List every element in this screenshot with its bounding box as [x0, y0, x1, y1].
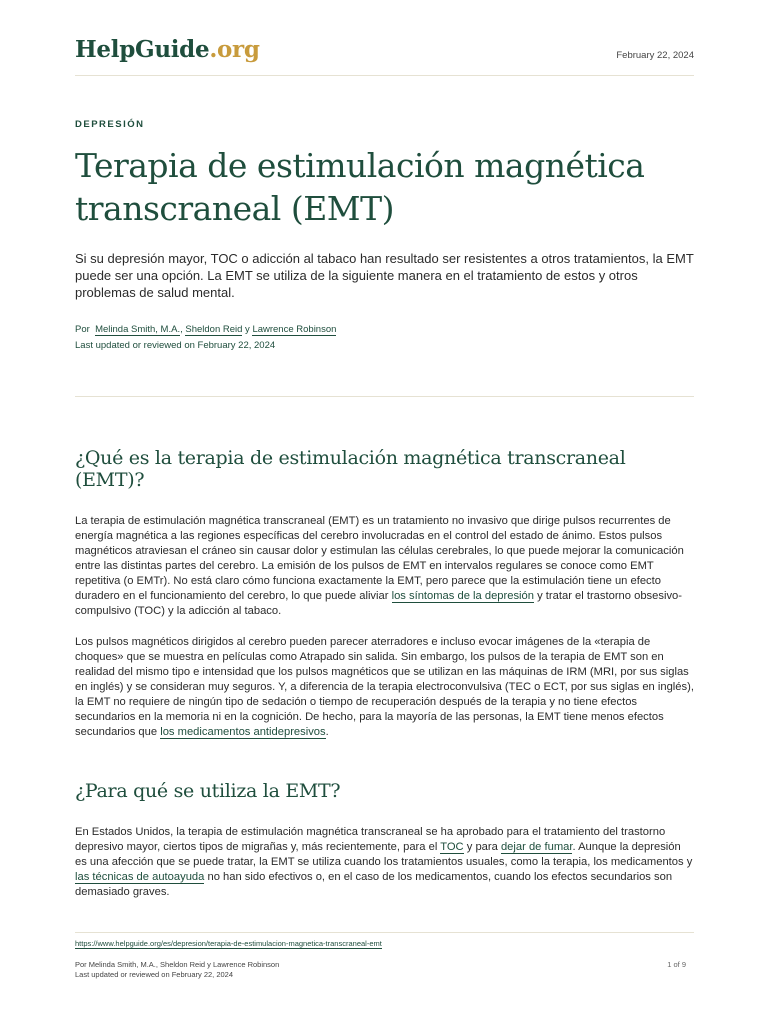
section-heading-uses-of-emt: ¿Para qué se utiliza la EMT? [75, 780, 341, 802]
paragraph-what-is-emt-2 [75, 635, 694, 740]
paragraph-what-is-emt-1 [75, 514, 694, 619]
author-link-lawrence-robinson[interactable]: Lawrence Robinson [252, 324, 337, 335]
paragraph-text: y para [466, 841, 498, 853]
footer-url-link[interactable]: https://www.helpguide.org/es/depresion/terapia-de-estimulacion-magnetica-transcraneal-emt [75, 939, 382, 948]
logo-org-text: .org [209, 36, 260, 63]
author-link-melinda-smith[interactable]: Melinda Smith, M.A. [95, 324, 181, 335]
paragraph-text: La terapia de estimulación magnética transcraneal (EMT) es un tratamiento no invasivo que dirige pulsos recurrentes de energía magnética a las regiones específicas del cerebro involucradas en el control del estado de ánimo. Estos pulsos magnéticos atraviesan el cráneo sin causar dolor y estimulan las células cerebrales, lo que puede mejorar la comunicación entre las distintas partes del cerebro. La emisión de los pulsos de EMT en intervalos regulares se conoce como EMT repetitiva (o EMTr). No está claro cómo funciona exactamente la EMT, pero parece que la estimulación tiene un efecto duradero en el funcionamiento del cerebro, lo que puede aliviar [75, 515, 684, 602]
link-dejar-de-fumar[interactable]: dejar de fumar [500, 841, 573, 853]
footer-divider [75, 932, 694, 933]
article-title: Terapia de estimulación magnética transcraneal (EMT) [75, 146, 645, 228]
paragraph-uses-of-emt [75, 825, 694, 900]
paragraph-text: . [325, 726, 329, 738]
byline-sep-and: y [245, 324, 250, 335]
category-label[interactable]: DEPRESIÓN [75, 119, 145, 130]
footer-updated: Last updated or reviewed on February 22, 2024 [75, 970, 234, 979]
link-medicamentos-antidepresivos[interactable]: los medicamentos antidepresivos [160, 726, 326, 738]
logo-main-text: HelpGuide [75, 36, 210, 63]
section-heading-what-is-emt: ¿Qué es la terapia de estimulación magnética transcraneal (EMT)? [75, 447, 626, 491]
byline-updated: Last updated or reviewed on February 22, 2024 [75, 340, 276, 351]
footer-authors: Por Melinda Smith, M.A., Sheldon Reid y Lawrence Robinson [75, 960, 280, 969]
byline [75, 322, 694, 354]
page-header [75, 0, 694, 76]
link-sintomas-depresion[interactable]: los síntomas de la depresión [391, 590, 534, 602]
paragraph-text: En Estados Unidos, la terapia de estimulación magnética transcraneal se ha aprobado para el tratamiento del trastorno depresivo mayor, ciertos tipos de migrañas y, más recientemente, para el [75, 826, 666, 853]
byline-sep-comma: , [180, 324, 183, 335]
author-link-sheldon-reid[interactable]: Sheldon Reid [185, 324, 243, 335]
page-footer [75, 932, 694, 980]
byline-authors [75, 322, 694, 338]
link-toc[interactable]: TOC [440, 841, 464, 853]
page-number: 1 of 9 [667, 960, 686, 969]
header-date: February 22, 2024 [616, 50, 694, 61]
section-what-is-emt [75, 447, 694, 740]
section-uses-of-emt [75, 780, 694, 900]
article-lead: Si su depresión mayor, TOC o adicción al tabaco han resultado ser resistentes a otros tratamientos, la EMT puede ser una opción. La EMT se utiliza de la siguiente manera en el tratamiento de estos y otros problemas de salud mental. [75, 251, 694, 300]
paragraph-text: . Aunque la depresión es una afección que se puede tratar, la EMT se utiliza cuando los tratamientos usuales, como la terapia, los medicamentos y [75, 841, 693, 868]
helpguide-logo[interactable] [75, 36, 260, 63]
paragraph-text: Los pulsos magnéticos dirigidos al cerebro pueden parecer aterradores e incluso evocar imágenes de la «terapia de choques» que se muestra en películas como Atrapado sin salida. Sin embargo, los pulsos de la terapia de EMT son en realidad del mismo tipo e intensidad que los pulsos magnéticos que se utilizan en las máquinas de IRM (MRI, por sus siglas en inglés) y se consideran muy seguros. Y, a diferencia de la terapia electroconvulsiva (TEC o ECT, por sus siglas en inglés), la EMT no requiere de ningún tipo de sedación o tiempo de recuperación después de la terapia y no tiene efectos secundarios en la memoria ni en la cognición. De hecho, para la mayoría de las personas, la EMT tiene menos efectos secundarios que [75, 636, 694, 738]
paragraph-text: y tratar el trastorno obsesivo-compulsivo (TOC) y la adicción al tabaco. [75, 590, 682, 617]
paragraph-text: no han sido efectivos o, en el caso de los medicamentos, cuando los efectos secundarios son demasiado graves. [75, 871, 673, 898]
section-divider [75, 396, 694, 397]
footer-meta [75, 960, 694, 980]
link-tecnicas-autoayuda[interactable]: las técnicas de autoayuda [75, 871, 205, 883]
document-page [75, 0, 694, 900]
byline-prefix: Por [75, 324, 90, 335]
